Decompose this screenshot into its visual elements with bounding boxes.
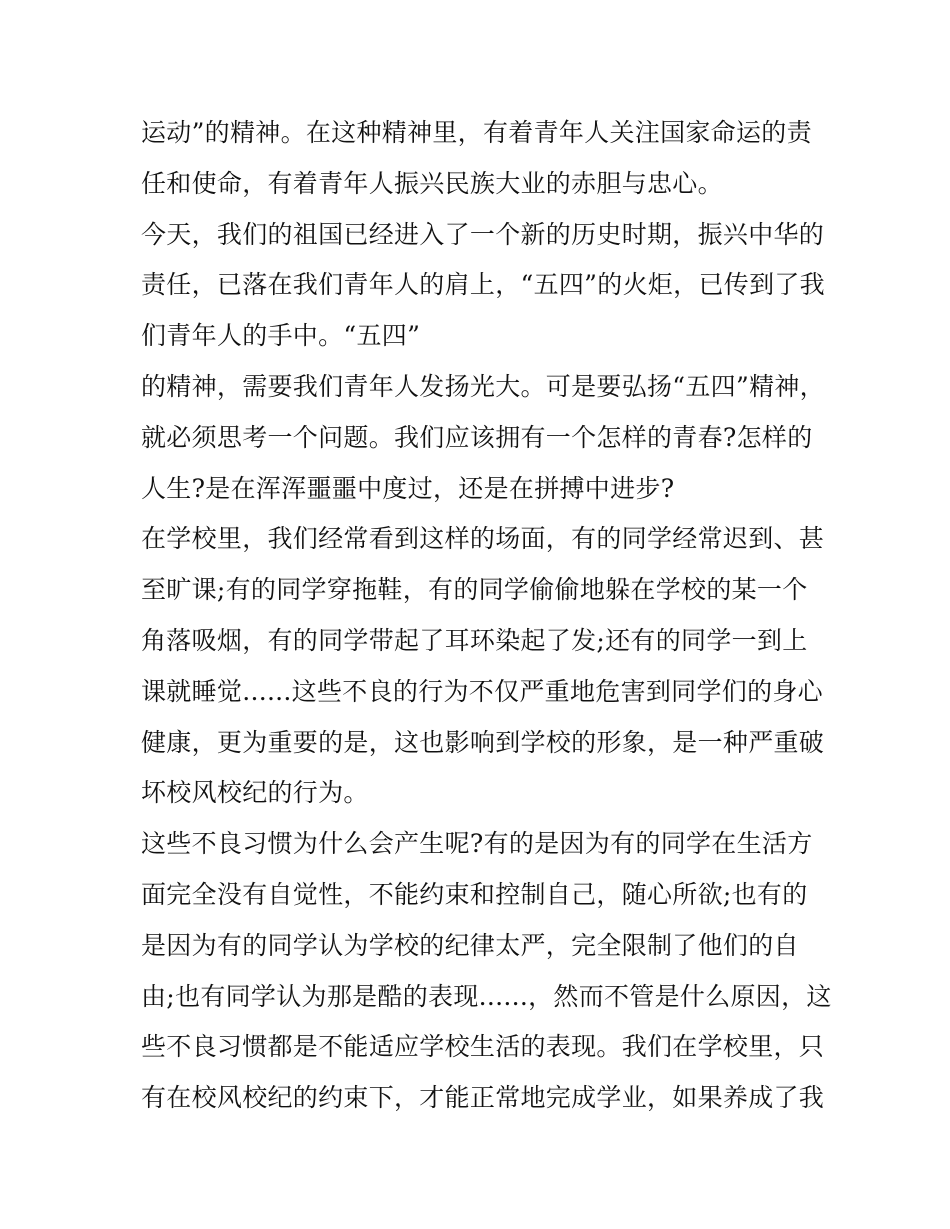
text-line: 们青年人的手中。“五四”	[141, 321, 421, 351]
text-line: 由;也有同学认为那是酷的表现......，然而不管是什么原因，这	[141, 981, 832, 1011]
text-line: 的精神，需要我们青年人发扬光大。可是要弘扬“五四”精神，	[141, 371, 825, 401]
body-text	[141, 108, 832, 1124]
text-line: 至旷课;有的同学穿拖鞋，有的同学偷偷地躲在学校的某一个	[141, 575, 808, 605]
text-line: 运动”的精神。在这种精神里，有着青年人关注国家命运的责	[141, 118, 812, 147]
text-line: 健康，更为重要的是，这也影响到学校的形象，是一种严重破	[141, 727, 825, 757]
text-line: 今天，我们的祖国已经进入了一个新的历史时期，振兴中华的	[141, 219, 825, 249]
text-line: 面完全没有自觉性，不能约束和控制自己，随心所欲;也有的	[141, 879, 808, 909]
text-line: 任和使命，有着青年人振兴民族大业的赤胆与忠心。	[141, 168, 723, 198]
text-line: 在学校里，我们经常看到这样的场面，有的同学经常迟到、甚	[141, 524, 825, 554]
text-line: 这些不良习惯为什么会产生呢?有的是因为有的同学在生活方	[141, 829, 813, 859]
text-line: 就必须思考一个问题。我们应该拥有一个怎样的青春?怎样的	[141, 422, 813, 452]
text-line: 课就睡觉......这些不良的行为不仅严重地危害到同学们的身心	[141, 676, 823, 706]
text-line: 有在校风校纪的约束下，才能正常地完成学业，如果养成了我	[141, 1083, 825, 1113]
text-line: 人生?是在浑浑噩噩中度过，还是在拼搏中进步?	[141, 473, 675, 503]
text-line: 坏校风校纪的行为。	[141, 778, 369, 808]
text-line: 角落吸烟，有的同学带起了耳环染起了发;还有的同学一到上	[141, 625, 808, 655]
text-line: 些不良习惯都是不能适应学校生活的表现。我们在学校里，只	[141, 1032, 825, 1062]
text-line: 是因为有的同学认为学校的纪律太严，完全限制了他们的自	[141, 930, 799, 960]
text-line: 责任，已落在我们青年人的肩上，“五四”的火炬，已传到了我	[141, 270, 825, 300]
